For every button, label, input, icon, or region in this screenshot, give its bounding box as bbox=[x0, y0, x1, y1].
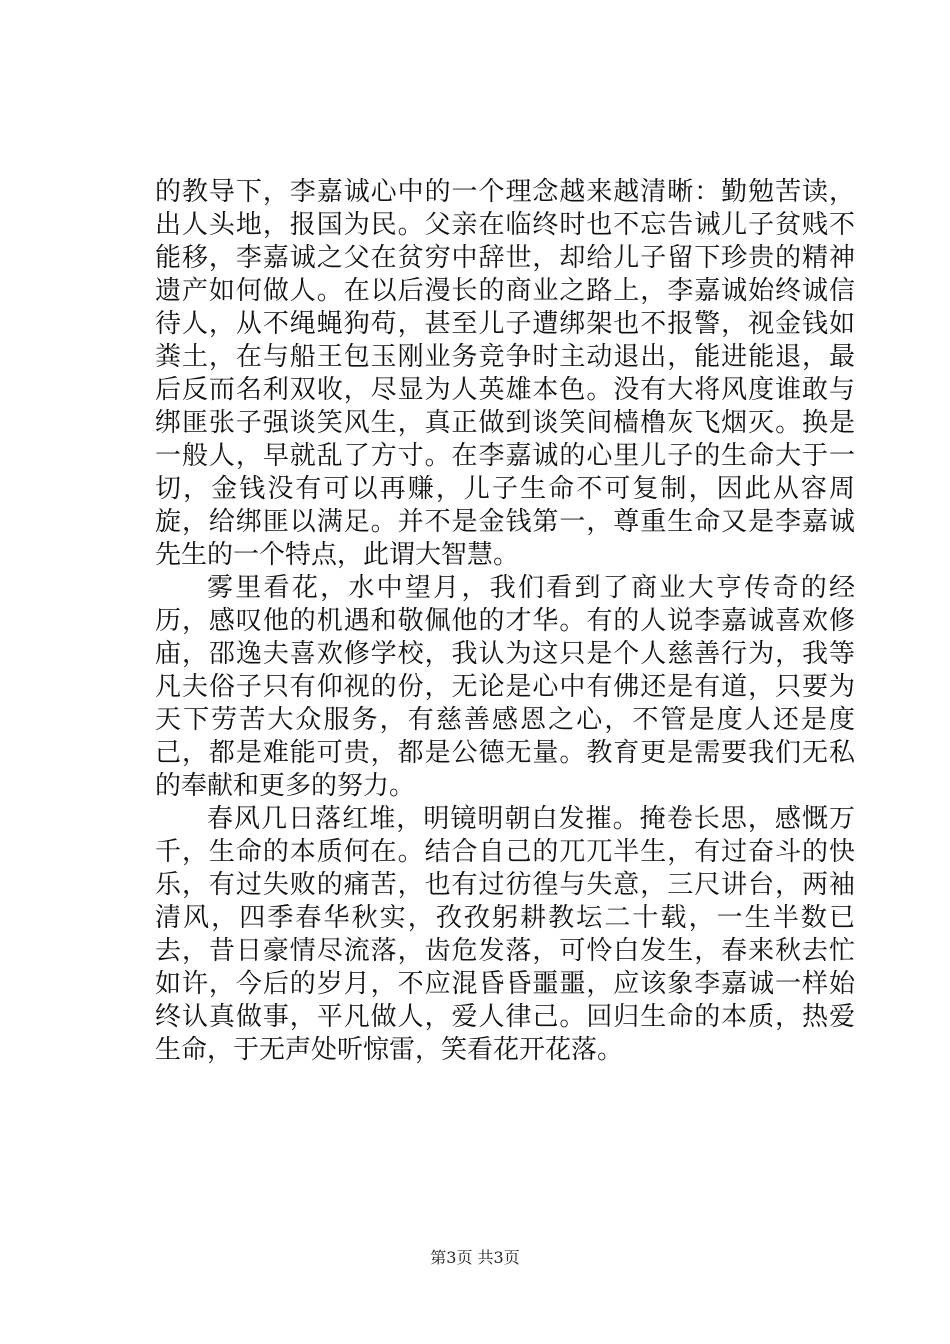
paragraph-3: 春风几日落红堆，明镜明朝白发摧。掩卷长思，感慨万千，生命的本质何在。结合自己的兀兀半生，有过奋斗的快乐，有过失败的痛苦，也有过彷徨与失意，三尺讲台，两袖清风，四季春华秋实，孜孜躬耕教坛二十载，一生半数已去，昔日豪情尽流落，齿危发落，可怜白发生，春来秋去忙如许，今后的岁月，不应混昏昏噩噩，应该象李嘉诚一样始终认真做事，平凡做人，爱人律己。回归生命的本质，热爱生命，于无声处听惊雷，笑看花开花落。 bbox=[155, 804, 855, 1065]
page-number-label: 第3页 共3页 bbox=[430, 1248, 520, 1267]
document-body bbox=[155, 176, 855, 1067]
page-footer bbox=[0, 1245, 950, 1268]
paragraph-2: 雾里看花，水中望月，我们看到了商业大亨传奇的经历，感叹他的机遇和敬佩他的才华。有的人说李嘉诚喜欢修庙，邵逸夫喜欢修学校，我认为这只是个人慈善行为，我等凡夫俗子只有仰视的份，无论是心中有佛还是有道，只要为天下劳苦大众服务，有慈善感恩之心，不管是度人还是度己，都是难能可贵，都是公德无量。教育更是需要我们无私的奉献和更多的努力。 bbox=[155, 573, 855, 801]
paragraph-1: 的教导下，李嘉诚心中的一个理念越来越清晰：勤勉苦读，出人头地，报国为民。父亲在临终时也不忘告诫儿子贫贱不能移，李嘉诚之父在贫穷中辞世，却给儿子留下珍贵的精神遗产如何做人。在以后漫长的商业之路上，李嘉诚始终诚信待人，从不绳蝇狗苟，甚至儿子遭绑架也不报警，视金钱如粪土，在与船王包玉刚业务竞争时主动退出，能进能退，最后反而名利双收，尽显为人英雄本色。没有大将风度谁敢与绑匪张子强谈笑风生，真正做到谈笑间樯橹灰飞烟灭。换是一般人，早就乱了方寸。在李嘉诚的心里儿子的生命大于一切，金钱没有可以再赚，儿子生命不可复制，因此从容周旋，给绑匪以满足。并不是金钱第一，尊重生命又是李嘉诚先生的一个特点，此谓大智慧。 bbox=[155, 177, 855, 570]
